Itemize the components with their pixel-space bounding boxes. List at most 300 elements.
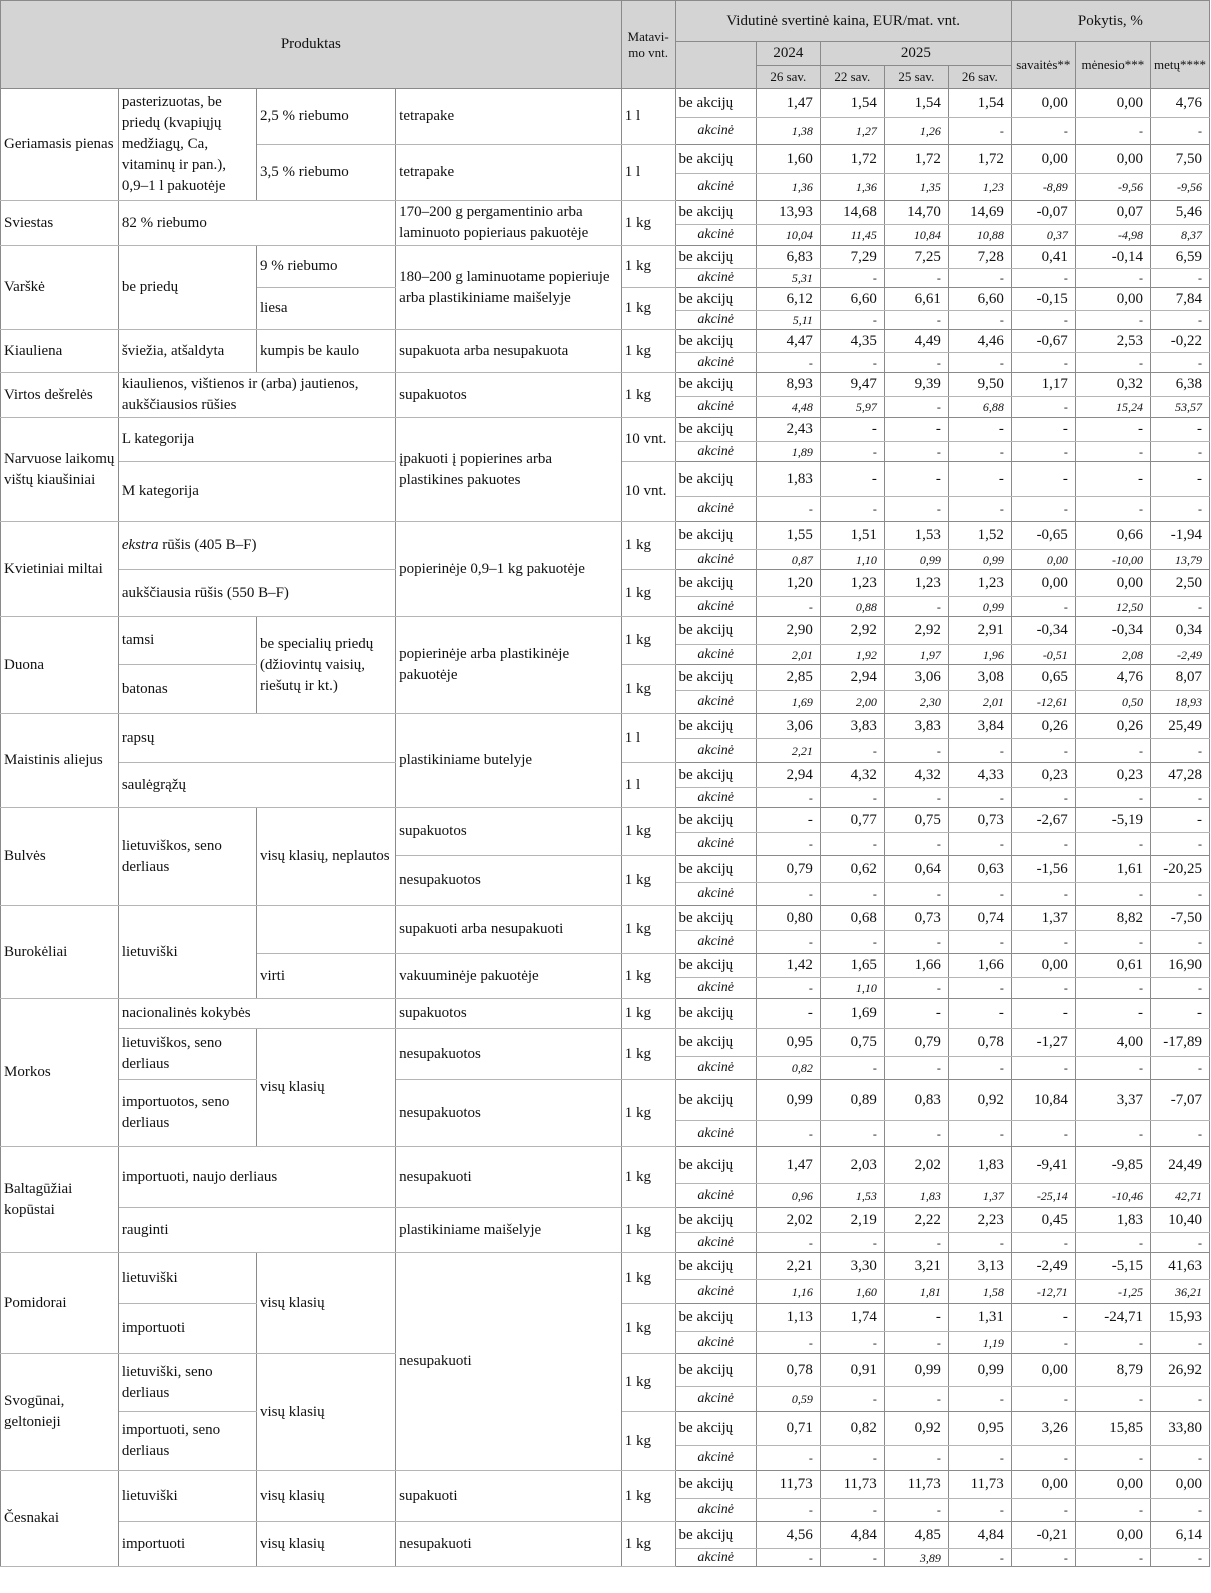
- value-cell: 0,37: [1011, 225, 1075, 246]
- value-cell: 1,74: [820, 1304, 884, 1332]
- label-cell: 1 kg: [621, 522, 675, 570]
- value-cell: -: [1075, 1499, 1150, 1522]
- value-cell: -: [1075, 883, 1150, 906]
- value-cell: -: [948, 931, 1011, 954]
- value-cell: -: [756, 999, 820, 1029]
- value-cell: 5,97: [820, 396, 884, 417]
- label-cell: 10 vnt.: [621, 462, 675, 522]
- value-cell: -: [948, 497, 1011, 522]
- value-cell: -: [948, 978, 1011, 999]
- value-cell: -: [820, 442, 884, 462]
- label-cell: L kategorija: [118, 418, 395, 462]
- label-cell: Maistinis aliejus: [1, 714, 119, 808]
- price-type-label: akcinė: [675, 597, 756, 617]
- value-cell: 2,94: [820, 665, 884, 691]
- value-cell: 1,52: [948, 522, 1011, 550]
- value-cell: -0,15: [1011, 288, 1075, 311]
- value-cell: 3,30: [820, 1253, 884, 1280]
- value-cell: 0,68: [820, 906, 884, 931]
- value-cell: 2,08: [1075, 645, 1150, 665]
- label-cell: supakuoti: [396, 1471, 622, 1522]
- label-cell: nesupakuotos: [396, 856, 622, 906]
- value-cell: 8,37: [1150, 225, 1209, 246]
- value-cell: 2,50: [1150, 570, 1209, 597]
- value-cell: 13,79: [1150, 550, 1209, 570]
- label-cell: supakuotos: [396, 808, 622, 856]
- table-row: [1, 89, 1210, 118]
- table-row: [1, 373, 1210, 397]
- value-cell: -7,50: [1150, 906, 1209, 931]
- value-cell: -: [1075, 1121, 1150, 1147]
- value-cell: -5,19: [1075, 808, 1150, 833]
- label-cell: Burokėliai: [1, 906, 119, 999]
- value-cell: -: [1011, 978, 1075, 999]
- value-cell: -: [884, 497, 948, 522]
- value-cell: -: [820, 1446, 884, 1471]
- value-cell: -: [1150, 462, 1209, 497]
- value-cell: -: [884, 883, 948, 906]
- label-cell: nacionalinės kokybės: [118, 999, 395, 1029]
- value-cell: 0,00: [1075, 1522, 1150, 1549]
- price-type-label: be akcijų: [675, 570, 756, 597]
- value-cell: 1,81: [884, 1280, 948, 1304]
- value-cell: 0,00: [1075, 288, 1150, 311]
- value-cell: -: [1075, 999, 1150, 1029]
- value-cell: -: [820, 269, 884, 288]
- value-cell: 9,39: [884, 373, 948, 397]
- value-cell: 0,00: [1011, 550, 1075, 570]
- value-cell: -: [1011, 931, 1075, 954]
- label-cell: kumpis be kaulo: [257, 330, 396, 373]
- value-cell: 4,47: [756, 330, 820, 353]
- table-row: [1, 201, 1210, 225]
- label-cell: 1 kg: [621, 570, 675, 617]
- label-cell: 1 kg: [621, 1208, 675, 1253]
- value-cell: 1,42: [756, 954, 820, 978]
- label-cell: Varškė: [1, 246, 119, 330]
- label-cell: 3,5 % riebumo: [257, 145, 396, 201]
- value-cell: -: [1011, 462, 1075, 497]
- value-cell: -: [884, 1332, 948, 1354]
- label-cell: 1 kg: [621, 330, 675, 373]
- label-cell: supakuota arba nesupakuota: [396, 330, 622, 373]
- value-cell: -: [1075, 442, 1150, 462]
- value-cell: 1,26: [884, 118, 948, 145]
- value-cell: -: [756, 1233, 820, 1253]
- value-cell: 0,91: [820, 1354, 884, 1387]
- label-cell: 170–200 g pergamentinio arba laminuoto popieriaus pakuotėje: [396, 201, 622, 246]
- price-type-label: be akcijų: [675, 145, 756, 174]
- value-cell: 0,07: [1075, 201, 1150, 225]
- value-cell: -0,07: [1011, 201, 1075, 225]
- label-cell: 82 % riebumo: [118, 201, 395, 246]
- value-cell: -: [1150, 999, 1209, 1029]
- value-cell: 1,37: [948, 1184, 1011, 1208]
- price-type-label: be akcijų: [675, 1412, 756, 1446]
- value-cell: 1,69: [820, 999, 884, 1029]
- label-cell: 1 kg: [621, 1147, 675, 1208]
- header-product: Produktas: [1, 1, 622, 89]
- price-type-label: be akcijų: [675, 246, 756, 269]
- value-cell: 2,23: [948, 1208, 1011, 1233]
- price-type-label: be akcijų: [675, 373, 756, 397]
- value-cell: 1,66: [884, 954, 948, 978]
- value-cell: -0,34: [1011, 617, 1075, 645]
- value-cell: -: [756, 788, 820, 808]
- value-cell: 7,84: [1150, 288, 1209, 311]
- value-cell: 6,61: [884, 288, 948, 311]
- value-cell: 6,59: [1150, 246, 1209, 269]
- value-cell: 1,66: [948, 954, 1011, 978]
- label-cell: nesupakuotos: [396, 1029, 622, 1080]
- value-cell: 0,59: [756, 1387, 820, 1412]
- value-cell: -: [756, 808, 820, 833]
- label-cell: Pomidorai: [1, 1253, 119, 1354]
- value-cell: 3,83: [820, 714, 884, 739]
- value-cell: -: [948, 788, 1011, 808]
- value-cell: 0,73: [948, 808, 1011, 833]
- value-cell: 15,93: [1150, 1304, 1209, 1332]
- value-cell: -: [884, 418, 948, 442]
- label-cell: 1 kg: [621, 665, 675, 714]
- price-type-label: akcinė: [675, 1446, 756, 1471]
- price-type-label: akcinė: [675, 883, 756, 906]
- value-cell: 11,73: [948, 1471, 1011, 1499]
- label-cell: 10 vnt.: [621, 418, 675, 462]
- value-cell: -: [884, 1499, 948, 1522]
- value-cell: -: [756, 833, 820, 856]
- value-cell: 2,00: [820, 691, 884, 714]
- price-type-label: be akcijų: [675, 763, 756, 788]
- value-cell: -: [756, 978, 820, 999]
- value-cell: -: [948, 1446, 1011, 1471]
- label-cell: be priedų: [118, 246, 256, 330]
- label-cell: supakuotos: [396, 999, 622, 1029]
- value-cell: -: [1011, 597, 1075, 617]
- value-cell: 2,30: [884, 691, 948, 714]
- value-cell: 0,95: [948, 1412, 1011, 1446]
- label-cell: visų klasių, neplautos: [257, 808, 396, 906]
- table-row: [1, 1253, 1210, 1280]
- label-cell: visų klasių: [257, 1354, 396, 1471]
- value-cell: -: [1011, 833, 1075, 856]
- value-cell: -: [1075, 462, 1150, 497]
- table-row: [1, 522, 1210, 550]
- value-cell: -: [1075, 739, 1150, 763]
- table-row: [1, 1147, 1210, 1184]
- value-cell: 1,72: [948, 145, 1011, 174]
- value-cell: -: [1011, 1233, 1075, 1253]
- value-cell: 1,20: [756, 570, 820, 597]
- value-cell: -: [820, 1057, 884, 1080]
- value-cell: 3,26: [1011, 1412, 1075, 1446]
- value-cell: -: [1150, 1233, 1209, 1253]
- label-cell: be specialių priedų (džiovintų vaisių, riešutų ir kt.): [257, 617, 396, 714]
- price-type-label: be akcijų: [675, 418, 756, 442]
- label-cell: nesupakuotos: [396, 1080, 622, 1147]
- value-cell: 14,70: [884, 201, 948, 225]
- value-cell: -9,85: [1075, 1147, 1150, 1184]
- table-row: [1, 1208, 1210, 1233]
- value-cell: 0,99: [756, 1080, 820, 1121]
- value-cell: 8,82: [1075, 906, 1150, 931]
- header-change-year: metų****: [1150, 42, 1209, 89]
- value-cell: -: [1075, 269, 1150, 288]
- label-cell: popierinėje 0,9–1 kg pakuotėje: [396, 522, 622, 617]
- value-cell: -: [1011, 1121, 1075, 1147]
- value-cell: -1,56: [1011, 856, 1075, 883]
- price-type-label: be akcijų: [675, 665, 756, 691]
- value-cell: 6,88: [948, 396, 1011, 417]
- value-cell: -: [884, 1057, 948, 1080]
- value-cell: 0,99: [884, 1354, 948, 1387]
- label-cell: Duona: [1, 617, 119, 714]
- price-type-label: akcinė: [675, 691, 756, 714]
- label-cell: visų klasių: [257, 1253, 396, 1354]
- value-cell: 1,83: [948, 1147, 1011, 1184]
- label-cell: Virtos dešrelės: [1, 373, 119, 418]
- value-cell: -0,34: [1075, 617, 1150, 645]
- value-cell: -: [1150, 353, 1209, 373]
- label-cell: Baltagūžiai kopūstai: [1, 1147, 119, 1253]
- value-cell: 10,04: [756, 225, 820, 246]
- value-cell: 3,37: [1075, 1080, 1150, 1121]
- value-cell: 2,01: [756, 645, 820, 665]
- value-cell: 1,36: [820, 174, 884, 201]
- value-cell: -: [756, 1549, 820, 1567]
- label-cell: Česnakai: [1, 1471, 119, 1567]
- value-cell: 0,73: [884, 906, 948, 931]
- value-cell: 1,23: [820, 570, 884, 597]
- value-cell: -9,56: [1150, 174, 1209, 201]
- price-type-label: be akcijų: [675, 1522, 756, 1549]
- price-type-label: akcinė: [675, 396, 756, 417]
- value-cell: -: [1075, 1057, 1150, 1080]
- label-cell: 1 l: [621, 145, 675, 201]
- label-cell: 1 kg: [621, 246, 675, 288]
- value-cell: -: [1011, 883, 1075, 906]
- value-cell: -: [884, 999, 948, 1029]
- value-cell: -: [948, 1057, 1011, 1080]
- value-cell: -: [756, 1121, 820, 1147]
- price-type-label: akcinė: [675, 1184, 756, 1208]
- value-cell: -: [948, 311, 1011, 330]
- label-cell: tetrapake: [396, 89, 622, 145]
- value-cell: 4,76: [1075, 665, 1150, 691]
- label-cell: 1 kg: [621, 617, 675, 665]
- value-cell: 1,27: [820, 118, 884, 145]
- label-cell: lietuviškos, seno derliaus: [118, 808, 256, 906]
- value-cell: 1,36: [756, 174, 820, 201]
- value-cell: -12,61: [1011, 691, 1075, 714]
- value-cell: 4,76: [1150, 89, 1209, 118]
- price-type-label: akcinė: [675, 1499, 756, 1522]
- value-cell: -: [1150, 497, 1209, 522]
- value-cell: 1,37: [1011, 906, 1075, 931]
- value-cell: 0,26: [1075, 714, 1150, 739]
- value-cell: 25,49: [1150, 714, 1209, 739]
- value-cell: -: [1011, 442, 1075, 462]
- price-type-label: be akcijų: [675, 1471, 756, 1499]
- value-cell: 0,99: [948, 597, 1011, 617]
- price-type-label: akcinė: [675, 978, 756, 999]
- value-cell: 3,08: [948, 665, 1011, 691]
- value-cell: -: [820, 1121, 884, 1147]
- value-cell: 4,49: [884, 330, 948, 353]
- value-cell: -: [756, 1499, 820, 1522]
- label-cell: importuoti, seno derliaus: [118, 1412, 256, 1471]
- label-cell: 2,5 % riebumo: [257, 89, 396, 145]
- header-change-group: Pokytis, %: [1011, 1, 1209, 42]
- value-cell: 2,21: [756, 1253, 820, 1280]
- value-cell: -: [1075, 1233, 1150, 1253]
- label-cell: batonas: [118, 665, 256, 714]
- price-type-label: akcinė: [675, 550, 756, 570]
- value-cell: 0,00: [1075, 570, 1150, 597]
- value-cell: 0,00: [1150, 1471, 1209, 1499]
- value-cell: -25,14: [1011, 1184, 1075, 1208]
- table-row: [1, 1522, 1210, 1549]
- value-cell: -: [1011, 311, 1075, 330]
- price-type-label: be akcijų: [675, 714, 756, 739]
- price-type-label: akcinė: [675, 833, 756, 856]
- value-cell: 1,53: [884, 522, 948, 550]
- value-cell: 2,02: [756, 1208, 820, 1233]
- table-row: [1, 617, 1210, 645]
- label-cell: lietuviški: [118, 906, 256, 999]
- value-cell: -: [884, 353, 948, 373]
- value-cell: -: [884, 788, 948, 808]
- price-type-label: akcinė: [675, 118, 756, 145]
- value-cell: 1,83: [884, 1184, 948, 1208]
- value-cell: 0,50: [1075, 691, 1150, 714]
- value-cell: -0,65: [1011, 522, 1075, 550]
- value-cell: -: [1011, 1446, 1075, 1471]
- price-type-label: akcinė: [675, 269, 756, 288]
- value-cell: -: [1011, 1499, 1075, 1522]
- header-week: 22 sav.: [820, 66, 884, 89]
- label-cell: 1 kg: [621, 1304, 675, 1354]
- price-type-label: akcinė: [675, 1280, 756, 1304]
- value-cell: 8,79: [1075, 1354, 1150, 1387]
- value-cell: -: [884, 931, 948, 954]
- table-row: [1, 1471, 1210, 1499]
- value-cell: 7,28: [948, 246, 1011, 269]
- value-cell: 6,38: [1150, 373, 1209, 397]
- value-cell: 2,92: [884, 617, 948, 645]
- price-type-label: be akcijų: [675, 201, 756, 225]
- value-cell: 14,68: [820, 201, 884, 225]
- table-row: [1, 1080, 1210, 1121]
- table-header: [1, 1, 1210, 89]
- value-cell: -: [820, 739, 884, 763]
- price-type-label: akcinė: [675, 1332, 756, 1354]
- price-type-label: be akcijų: [675, 617, 756, 645]
- value-cell: -: [948, 999, 1011, 1029]
- label-cell: 1 kg: [621, 906, 675, 954]
- value-cell: 12,50: [1075, 597, 1150, 617]
- value-cell: -: [1150, 311, 1209, 330]
- value-cell: -: [820, 1499, 884, 1522]
- value-cell: -: [1150, 1446, 1209, 1471]
- value-cell: 0,62: [820, 856, 884, 883]
- value-cell: -17,89: [1150, 1029, 1209, 1057]
- label-cell: plastikiniame butelyje: [396, 714, 622, 808]
- value-cell: 0,95: [756, 1029, 820, 1057]
- value-cell: 2,43: [756, 418, 820, 442]
- value-cell: -: [1075, 1332, 1150, 1354]
- value-cell: -: [884, 269, 948, 288]
- table-row: [1, 246, 1210, 269]
- value-cell: 4,84: [948, 1522, 1011, 1549]
- label-cell: įpakuoti į popierines arba plastikines pakuotes: [396, 418, 622, 522]
- value-cell: 1,47: [756, 89, 820, 118]
- value-cell: 0,99: [948, 550, 1011, 570]
- value-cell: -: [948, 833, 1011, 856]
- value-cell: 1,96: [948, 645, 1011, 665]
- label-cell: Morkos: [1, 999, 119, 1147]
- label-cell: 1 kg: [621, 856, 675, 906]
- price-type-label: be akcijų: [675, 1208, 756, 1233]
- header-change-month: mėnesio***: [1075, 42, 1150, 89]
- price-type-label: be akcijų: [675, 856, 756, 883]
- value-cell: 13,93: [756, 201, 820, 225]
- value-cell: 0,71: [756, 1412, 820, 1446]
- value-cell: 1,19: [948, 1332, 1011, 1354]
- label-cell: 1 kg: [621, 999, 675, 1029]
- value-cell: -: [820, 1549, 884, 1567]
- value-cell: 0,77: [820, 808, 884, 833]
- value-cell: -: [884, 1304, 948, 1332]
- table-body: [1, 89, 1210, 1567]
- label-cell: visų klasių: [257, 1029, 396, 1147]
- value-cell: -: [820, 883, 884, 906]
- value-cell: -2,49: [1011, 1253, 1075, 1280]
- value-cell: -0,14: [1075, 246, 1150, 269]
- value-cell: 3,21: [884, 1253, 948, 1280]
- label-cell: tetrapake: [396, 145, 622, 201]
- value-cell: -: [884, 462, 948, 497]
- value-cell: 3,13: [948, 1253, 1011, 1280]
- value-cell: -: [884, 396, 948, 417]
- value-cell: 2,90: [756, 617, 820, 645]
- value-cell: -: [1011, 118, 1075, 145]
- value-cell: -2,67: [1011, 808, 1075, 833]
- value-cell: -: [1150, 739, 1209, 763]
- value-cell: 26,92: [1150, 1354, 1209, 1387]
- value-cell: 4,00: [1075, 1029, 1150, 1057]
- value-cell: 42,71: [1150, 1184, 1209, 1208]
- value-cell: 33,80: [1150, 1412, 1209, 1446]
- value-cell: 3,83: [884, 714, 948, 739]
- price-type-label: be akcijų: [675, 1253, 756, 1280]
- label-cell: Kiauliena: [1, 330, 119, 373]
- value-cell: -0,22: [1150, 330, 1209, 353]
- value-cell: -: [1075, 978, 1150, 999]
- value-cell: -: [948, 462, 1011, 497]
- label-cell: 1 kg: [621, 373, 675, 418]
- value-cell: 5,11: [756, 311, 820, 330]
- value-cell: -: [820, 833, 884, 856]
- value-cell: 2,02: [884, 1147, 948, 1184]
- value-cell: 2,19: [820, 1208, 884, 1233]
- value-cell: 10,84: [884, 225, 948, 246]
- value-cell: 0,64: [884, 856, 948, 883]
- value-cell: -: [756, 497, 820, 522]
- value-cell: -1,25: [1075, 1280, 1150, 1304]
- value-cell: 4,32: [884, 763, 948, 788]
- value-cell: 0,99: [884, 550, 948, 570]
